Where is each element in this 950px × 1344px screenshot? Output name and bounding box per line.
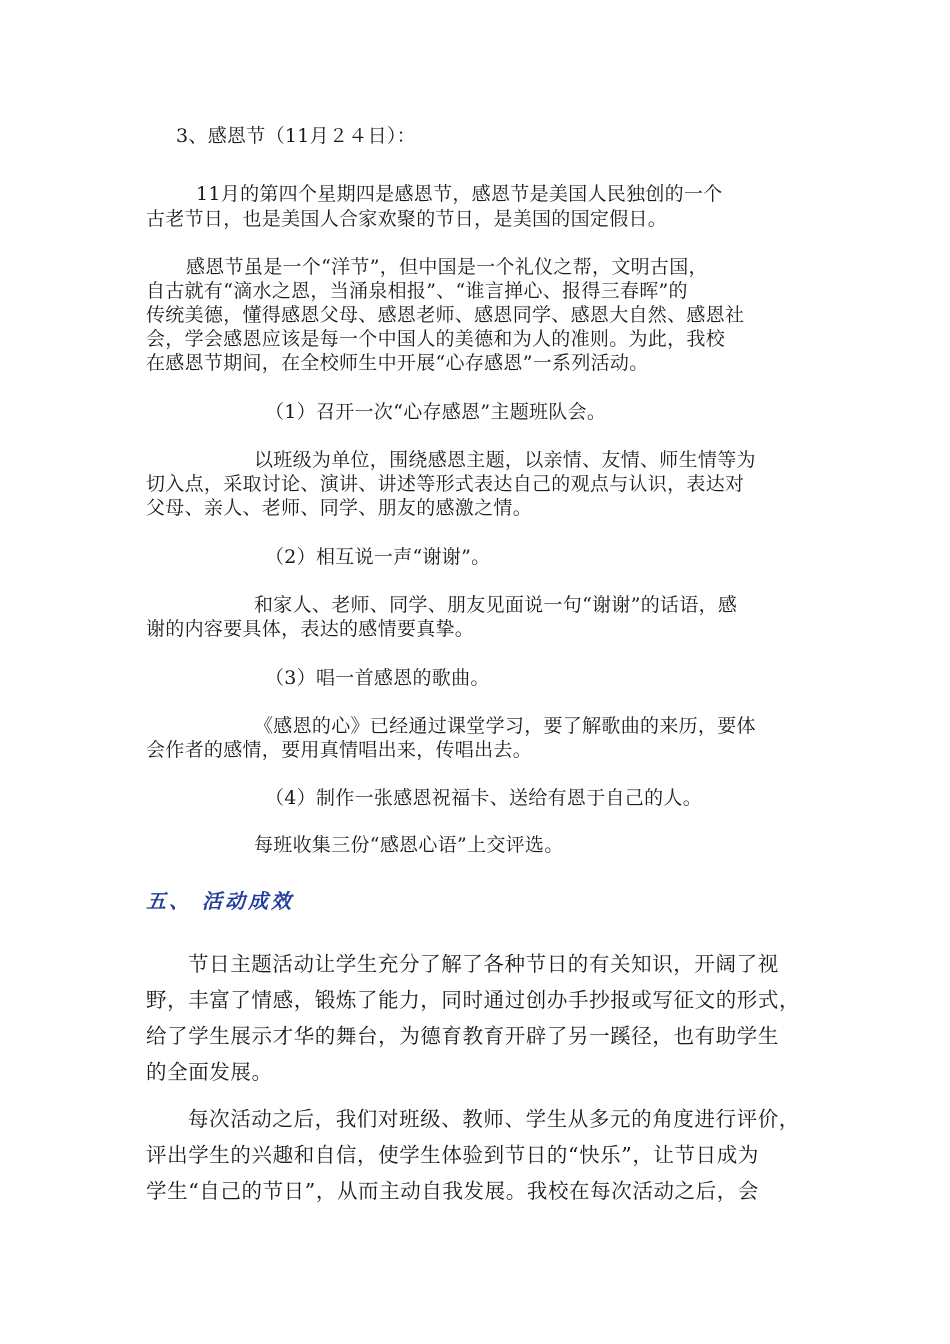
item3-title: （3）唱一首感恩的歌曲。 (265, 667, 490, 689)
paragraph-line: 每次活动之后，我们对班级、教师、学生从多元的角度进行评价， (188, 1107, 800, 1131)
section5-heading: 五、 活动成效 (146, 889, 294, 913)
paragraph-line: 古老节日，也是美国人合家欢聚的节日，是美国的国定假日。 (146, 208, 668, 230)
paragraph-line: 评出学生的兴趣和自信，使学生体验到节日的“快乐”，让节日成为 (146, 1143, 759, 1167)
paragraph-line: 传统美德，懂得感恩父母、感恩老师、感恩同学、感恩大自然、感恩社 (146, 304, 745, 326)
paragraph-line: 每班收集三份“感恩心语”上交评选。 (254, 834, 564, 856)
paragraph-line: 节日主题活动让学生充分了解了各种节日的有关知识，开阔了视 (188, 952, 779, 976)
paragraph-line: 以班级为单位，围绕感恩主题，以亲情、友情、师生情等为 (254, 449, 756, 471)
paragraph-line: 会，学会感恩应该是每一个中国人的美德和为人的准则。为此，我校 (146, 328, 726, 350)
paragraph-line: 会作者的感情，要用真情唱出来，传唱出去。 (146, 739, 533, 761)
item4-title: （4）制作一张感恩祝福卡、送给有恩于自己的人。 (265, 787, 702, 809)
paragraph-line: 在感恩节期间，在全校师生中开展“心存感恩”一系列活动。 (146, 352, 649, 374)
paragraph-line: 自古就有“滴水之恩，当涌泉相报”、“谁言掸心、报得三春晖”的 (146, 280, 688, 302)
paragraph-line: 野，丰富了情感，锻炼了能力，同时通过创办手抄报或写征文的形式， (146, 988, 801, 1012)
paragraph-line: 感恩节虽是一个“洋节”，但中国是一个礼仪之帮，文明古国， (186, 256, 708, 278)
item1-title: （1）召开一次“心存感恩”主题班队会。 (265, 401, 607, 423)
section3-title: 3、感恩节（11月２４日）： (176, 125, 416, 147)
paragraph-line: 给了学生展示才华的舞台，为德育教育开辟了另一蹊径，也有助学生 (146, 1024, 779, 1048)
paragraph-line: 的全面发展。 (146, 1060, 273, 1084)
paragraph-line: 《感恩的心》已经通过课堂学习，要了解歌曲的来历，要体 (254, 715, 756, 737)
paragraph-line: 谢的内容要具体，表达的感情要真挚。 (146, 618, 475, 640)
item2-title: （2）相互说一声“谢谢”。 (265, 546, 491, 568)
paragraph-line: 切入点，采取讨论、演讲、讲述等形式表达自己的观点与认识，表达对 (146, 473, 745, 495)
paragraph-line: 11月的第四个星期四是感恩节，感恩节是美国人民独创的一个 (196, 183, 723, 205)
paragraph-line: 父母、亲人、老师、同学、朋友的感激之情。 (146, 497, 533, 519)
paragraph-line: 和家人、老师、同学、朋友见面说一句“谢谢”的话语，感 (254, 594, 738, 616)
paragraph-line: 学生“自己的节日”，从而主动自我发展。我校在每次活动之后，会 (146, 1179, 759, 1203)
